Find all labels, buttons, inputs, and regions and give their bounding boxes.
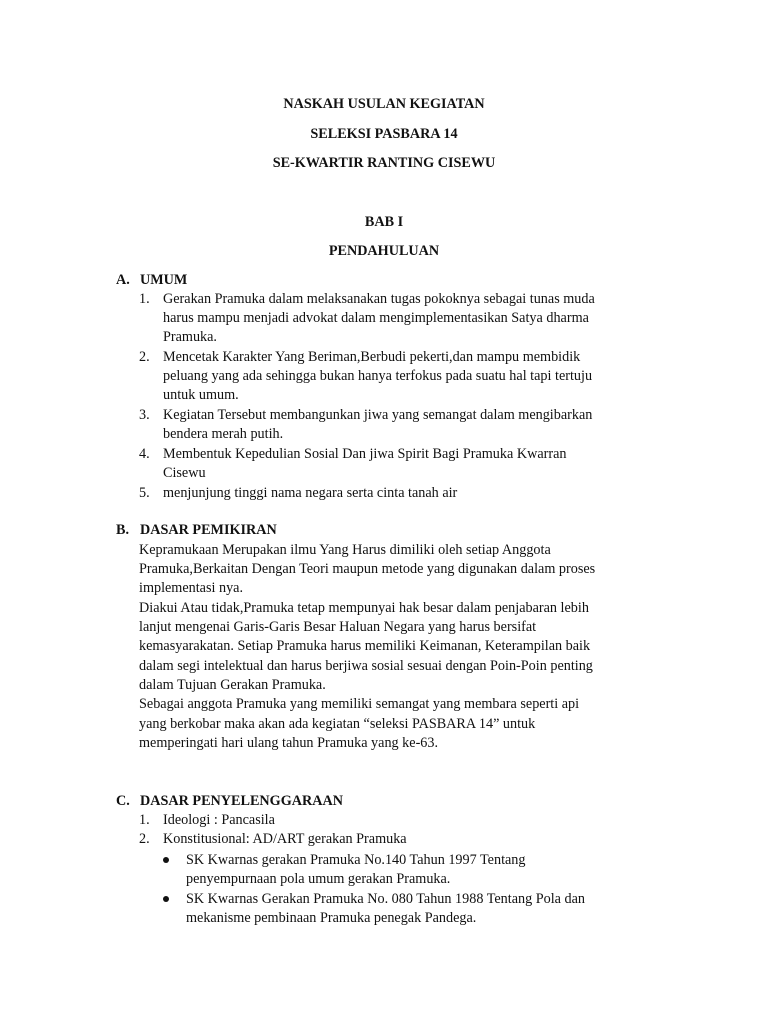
bullet-icon [163, 896, 169, 902]
bullet-item-text: penyempurnaan pola umum gerakan Pramuka. [186, 871, 451, 887]
list-item-text: Gerakan Pramuka dalam melaksanakan tugas pokoknya sebagai tunas muda [163, 291, 595, 307]
list-item-text: peluang yang ada sehingga bukan hanya terfokus pada suatu hal tapi tertuju [163, 368, 593, 384]
list-item-text: menjunjung tinggi nama negara serta cinta tanah air [163, 485, 458, 501]
chapter-title: PENDAHULUAN [328, 243, 440, 259]
paragraph-line: implementasi nya. [139, 580, 244, 596]
paragraph-line: Pramuka,Berkaitan Dengan Teori maupun metode yang digunakan dalam proses [139, 561, 596, 577]
section-a-letter: A. [116, 272, 130, 288]
paragraph-line: memperingati hari ulang tahun Pramuka yang ke-63. [139, 735, 439, 751]
bullet-item-text: SK Kwarnas Gerakan Pramuka No. 080 Tahun 1988 Tentang Pola dan [186, 891, 585, 907]
list-item-text: bendera merah putih. [163, 426, 284, 442]
list-item-text: Kegiatan Tersebut membangunkan jiwa yang semangat dalam mengibarkan [163, 407, 593, 423]
bullet-icon [163, 857, 169, 863]
paragraph-line: lanjut mengenai Garis-Garis Besar Haluan Negara yang harus bersifat [139, 619, 537, 635]
chapter-number: BAB I [364, 214, 404, 230]
section-a-heading: UMUM [140, 272, 188, 288]
bullet-item-text: SK Kwarnas gerakan Pramuka No.140 Tahun 1997 Tentang [186, 852, 526, 868]
section-b-letter: B. [116, 522, 130, 538]
section-b-heading: DASAR PEMIKIRAN [140, 522, 277, 538]
paragraph-line: Diakui Atau tidak,Pramuka tetap mempunyai hak besar dalam penjabaran lebih [139, 600, 589, 616]
list-item-text: Membentuk Kepedulian Sosial Dan jiwa Spirit Bagi Pramuka Kwarran [163, 446, 567, 462]
section-c-heading: DASAR PENYELENGGARAAN [140, 793, 343, 809]
paragraph-line: Kepramukaan Merupakan ilmu Yang Harus dimiliki oleh setiap Anggota [139, 542, 551, 558]
list-item-number: 2. [139, 349, 150, 365]
list-item-number: 3. [139, 407, 150, 423]
list-item-text: Mencetak Karakter Yang Beriman,Berbudi pekerti,dan mampu membidik [163, 349, 581, 365]
section-c-letter: C. [116, 793, 130, 809]
document-title: NASKAH USULAN KEGIATAN [283, 96, 485, 112]
paragraph-line: yang berkobar maka akan ada kegiatan “seleksi PASBARA 14” untuk [139, 716, 536, 732]
list-item-text: Cisewu [163, 465, 206, 481]
list-item-text: untuk umum. [163, 387, 239, 403]
paragraph-line: kemasyarakatan. Setiap Pramuka harus memiliki Keimanan, Keterampilan baik [139, 638, 591, 654]
list-item-text: Ideologi : Pancasila [163, 812, 275, 828]
list-item-text: harus mampu menjadi advokat dalam mengimplementasikan Satya dharma [163, 310, 589, 326]
list-item-number: 1. [139, 812, 150, 828]
list-item-number: 5. [139, 485, 150, 501]
list-item-text: Pramuka. [163, 329, 217, 345]
paragraph-line: dalam Tujuan Gerakan Pramuka. [139, 677, 326, 693]
paragraph-line: dalam segi intelektual dan harus berjiwa sosial sesuai dengan Poin-Poin penting [139, 658, 593, 674]
bullet-item-text: mekanisme pembinaan Pramuka penegak Pandega. [186, 910, 477, 926]
list-item-number: 1. [139, 291, 150, 307]
list-item-number: 4. [139, 446, 150, 462]
list-item-text: Konstitusional: AD/ART gerakan Pramuka [163, 831, 407, 847]
paragraph-line: Sebagai anggota Pramuka yang memiliki semangat yang membara seperti api [139, 696, 580, 712]
list-item-number: 2. [139, 831, 150, 847]
document-subtitle-location: SE-KWARTIR RANTING CISEWU [272, 155, 496, 171]
document-subtitle: SELEKSI PASBARA 14 [310, 126, 458, 142]
